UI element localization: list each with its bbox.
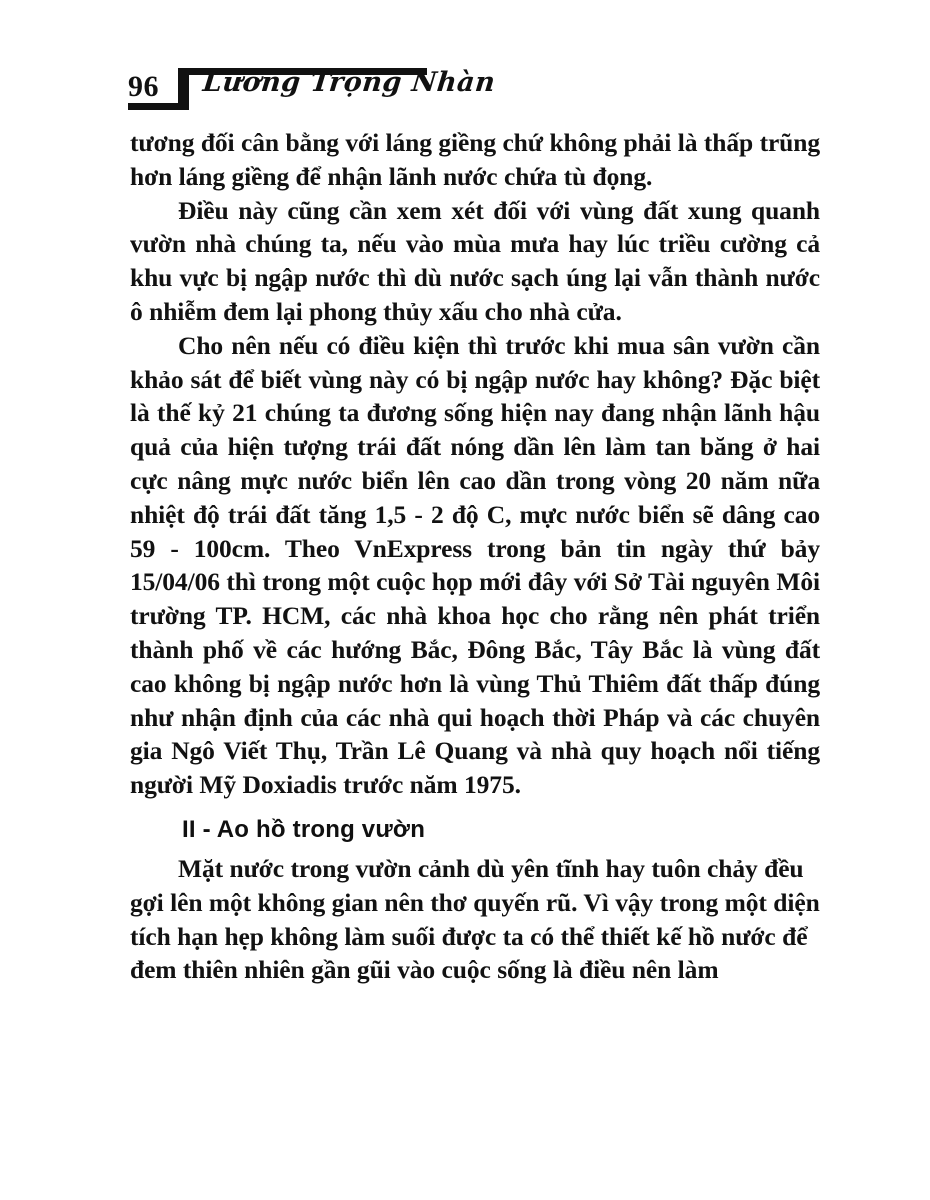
text-column: [130, 126, 820, 987]
paragraph: tương đối cân bằng với láng giềng chứ không phải là thấp trũng hơn láng giềng để nhận lãnh nước chứa tù đọng.: [130, 128, 820, 191]
page-number: 96: [128, 70, 159, 103]
running-head-author: Lương Trọng Nhàn: [201, 67, 497, 98]
paragraph: Cho nên nếu có điều kiện thì trước khi mua sân vườn cần khảo sát để biết vùng này có bị ngập nước hay không? Đặc biệt là thế kỷ 21 chúng ta đương sống hiện nay đang nhận lãnh hậu quả của hiện tượng trái đất nóng dần lên làm tan băng ở hai cực nâng mực nước biển lên cao dần trong vòng 20 năm nữa nhiệt độ trái đất tăng 1,5 - 2 độ C, mực nước biển sẽ dâng cao 59 - 100cm. Theo VnExpress trong bản tin ngày thứ bảy 15/04/06 thì trong một cuộc họp mới đây với Sở Tài nguyên Môi trường TP. HCM, các nhà khoa học cho rằng nên phát triển thành phố về các hướng Bắc, Đông Bắc, Tây Bắc là vùng đất cao không bị ngập nước hơn là vùng Thủ Thiêm đất thấp đúng như nhận định của các nhà qui hoạch thời Pháp và các chuyên gia Ngô Viết Thụ, Trần Lê Quang và nhà quy hoạch nổi tiếng người Mỹ Doxiadis trước năm 1975.: [130, 330, 820, 800]
paragraph: Điều này cũng cần xem xét đối với vùng đất xung quanh vườn nhà chúng ta, nếu vào mùa mưa hay lúc triều cường cả khu vực bị ngập nước thì dù nước sạch úng lại vẫn thành nước ô nhiễm đem lại phong thủy xấu cho nhà cửa.: [130, 195, 820, 326]
paragraph: Mặt nước trong vườn cảnh dù yên tĩnh hay tuôn chảy đều gợi lên một không gian nên thơ quyến rũ. Vì vậy trong một diện tích hạn hẹp không làm suối được ta có thể thiết kế hồ nước để đem thiên nhiên gần gũi vào cuộc sống là điều nên làm: [130, 853, 820, 985]
section-heading: II - Ao hồ trong vườn: [182, 815, 426, 843]
running-head: [128, 58, 828, 120]
